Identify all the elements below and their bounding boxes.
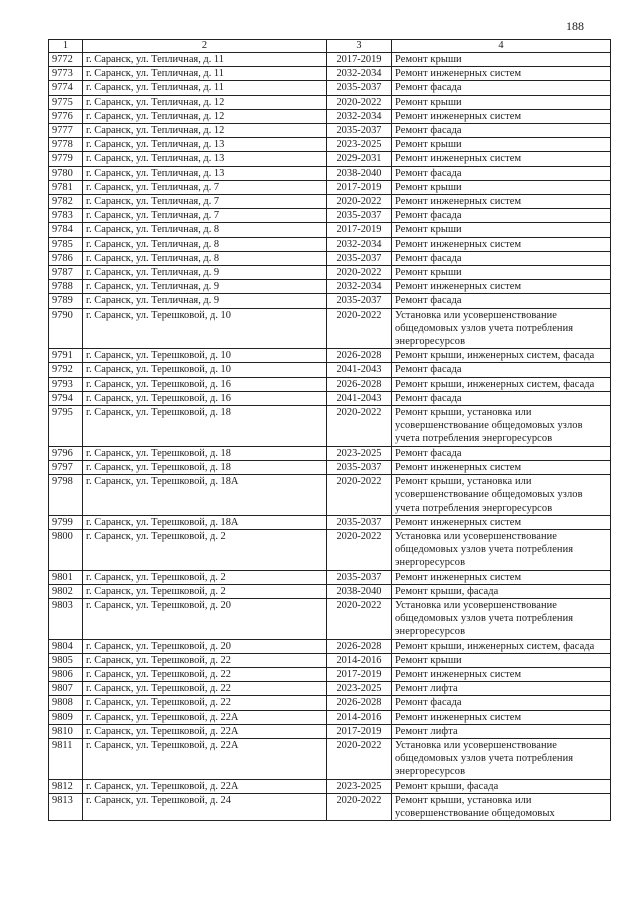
row-address: г. Саранск, ул. Тепличная, д. 13 <box>83 166 327 180</box>
table-row <box>49 515 611 529</box>
row-work-type: Ремонт крыши <box>392 223 611 237</box>
row-work-type: Ремонт крыши, установка или усовершенствование общедомовых <box>392 793 611 820</box>
row-period: 2026-2028 <box>327 349 392 363</box>
row-work-type: Ремонт крыши, инженерных систем, фасада <box>392 639 611 653</box>
table-row <box>49 223 611 237</box>
row-period: 2020-2022 <box>327 529 392 570</box>
row-period: 2017-2019 <box>327 53 392 67</box>
row-period: 2038-2040 <box>327 584 392 598</box>
row-work-type: Ремонт инженерных систем <box>392 570 611 584</box>
row-number: 9806 <box>49 667 83 681</box>
table-row <box>49 738 611 779</box>
row-period: 2014-2016 <box>327 653 392 667</box>
row-period: 2041-2043 <box>327 363 392 377</box>
table-row <box>49 724 611 738</box>
row-period: 2035-2037 <box>327 294 392 308</box>
row-address: г. Саранск, ул. Терешковой, д. 16 <box>83 391 327 405</box>
header-col-number: 1 <box>49 40 83 53</box>
row-period: 2035-2037 <box>327 209 392 223</box>
row-period: 2026-2028 <box>327 639 392 653</box>
row-address: г. Саранск, ул. Тепличная, д. 13 <box>83 152 327 166</box>
row-work-type: Ремонт лифта <box>392 724 611 738</box>
row-number: 9775 <box>49 95 83 109</box>
row-work-type: Ремонт фасада <box>392 166 611 180</box>
row-address: г. Саранск, ул. Тепличная, д. 11 <box>83 81 327 95</box>
row-number: 9803 <box>49 598 83 639</box>
row-work-type: Ремонт инженерных систем <box>392 195 611 209</box>
repair-schedule-table <box>48 39 611 821</box>
row-address: г. Саранск, ул. Тепличная, д. 8 <box>83 251 327 265</box>
row-work-type: Ремонт крыши <box>392 653 611 667</box>
row-number: 9777 <box>49 124 83 138</box>
row-period: 2026-2028 <box>327 377 392 391</box>
row-work-type: Ремонт фасада <box>392 446 611 460</box>
row-number: 9792 <box>49 363 83 377</box>
row-work-type: Ремонт крыши <box>392 53 611 67</box>
row-number: 9811 <box>49 738 83 779</box>
table-row <box>49 180 611 194</box>
row-address: г. Саранск, ул. Тепличная, д. 9 <box>83 266 327 280</box>
row-address: г. Саранск, ул. Тепличная, д. 8 <box>83 223 327 237</box>
row-work-type: Установка или усовершенствование общедомовых узлов учета потребления энергоресурсов <box>392 598 611 639</box>
row-number: 9780 <box>49 166 83 180</box>
row-work-type: Ремонт крыши <box>392 95 611 109</box>
row-period: 2023-2025 <box>327 682 392 696</box>
row-period: 2017-2019 <box>327 223 392 237</box>
row-address: г. Саранск, ул. Терешковой, д. 22А <box>83 738 327 779</box>
table-row <box>49 237 611 251</box>
table-row <box>49 377 611 391</box>
table-row <box>49 653 611 667</box>
table-header-row <box>49 40 611 53</box>
row-period: 2023-2025 <box>327 138 392 152</box>
row-period: 2020-2022 <box>327 95 392 109</box>
row-number: 9801 <box>49 570 83 584</box>
row-work-type: Ремонт крыши, установка или усовершенствование общедомовых узлов учета потребления энергоресурсов <box>392 475 611 516</box>
row-number: 9783 <box>49 209 83 223</box>
row-work-type: Ремонт фасада <box>392 81 611 95</box>
row-address: г. Саранск, ул. Тепличная, д. 7 <box>83 209 327 223</box>
row-address: г. Саранск, ул. Тепличная, д. 7 <box>83 195 327 209</box>
row-period: 2032-2034 <box>327 109 392 123</box>
table-row <box>49 95 611 109</box>
row-work-type: Ремонт инженерных систем <box>392 152 611 166</box>
row-number: 9782 <box>49 195 83 209</box>
row-work-type: Ремонт крыши, фасада <box>392 584 611 598</box>
table-row <box>49 53 611 67</box>
row-number: 9799 <box>49 515 83 529</box>
row-period: 2023-2025 <box>327 779 392 793</box>
table-row <box>49 251 611 265</box>
row-address: г. Саранск, ул. Терешковой, д. 22 <box>83 682 327 696</box>
table-row <box>49 363 611 377</box>
row-address: г. Саранск, ул. Терешковой, д. 18 <box>83 406 327 447</box>
row-address: г. Саранск, ул. Терешковой, д. 18А <box>83 475 327 516</box>
row-number: 9800 <box>49 529 83 570</box>
row-address: г. Саранск, ул. Терешковой, д. 16 <box>83 377 327 391</box>
row-work-type: Ремонт инженерных систем <box>392 667 611 681</box>
table-row <box>49 294 611 308</box>
row-period: 2020-2022 <box>327 475 392 516</box>
row-work-type: Ремонт фасада <box>392 391 611 405</box>
row-period: 2020-2022 <box>327 195 392 209</box>
table-row <box>49 667 611 681</box>
table-row <box>49 81 611 95</box>
row-period: 2041-2043 <box>327 391 392 405</box>
row-address: г. Саранск, ул. Терешковой, д. 10 <box>83 363 327 377</box>
table-row <box>49 109 611 123</box>
row-number: 9812 <box>49 779 83 793</box>
row-address: г. Саранск, ул. Терешковой, д. 18 <box>83 460 327 474</box>
row-period: 2035-2037 <box>327 124 392 138</box>
row-work-type: Ремонт инженерных систем <box>392 237 611 251</box>
row-period: 2032-2034 <box>327 280 392 294</box>
row-address: г. Саранск, ул. Тепличная, д. 12 <box>83 124 327 138</box>
row-address: г. Саранск, ул. Тепличная, д. 11 <box>83 53 327 67</box>
header-col-period: 3 <box>327 40 392 53</box>
table-row <box>49 124 611 138</box>
row-work-type: Ремонт фасада <box>392 294 611 308</box>
row-period: 2029-2031 <box>327 152 392 166</box>
table-row <box>49 152 611 166</box>
row-number: 9795 <box>49 406 83 447</box>
row-address: г. Саранск, ул. Терешковой, д. 2 <box>83 584 327 598</box>
row-period: 2020-2022 <box>327 598 392 639</box>
row-period: 2032-2034 <box>327 237 392 251</box>
table-row <box>49 710 611 724</box>
table-row <box>49 67 611 81</box>
table-row <box>49 460 611 474</box>
row-period: 2020-2022 <box>327 406 392 447</box>
row-address: г. Саранск, ул. Тепличная, д. 9 <box>83 280 327 294</box>
row-address: г. Саранск, ул. Тепличная, д. 9 <box>83 294 327 308</box>
row-number: 9789 <box>49 294 83 308</box>
row-number: 9781 <box>49 180 83 194</box>
row-number: 9788 <box>49 280 83 294</box>
row-period: 2035-2037 <box>327 515 392 529</box>
row-number: 9797 <box>49 460 83 474</box>
row-number: 9808 <box>49 696 83 710</box>
row-period: 2026-2028 <box>327 696 392 710</box>
row-number: 9807 <box>49 682 83 696</box>
page-number: 188 <box>566 19 584 33</box>
row-work-type: Ремонт фасада <box>392 209 611 223</box>
table-row <box>49 696 611 710</box>
row-number: 9804 <box>49 639 83 653</box>
table-row <box>49 391 611 405</box>
row-number: 9791 <box>49 349 83 363</box>
row-work-type: Ремонт крыши, инженерных систем, фасада <box>392 349 611 363</box>
table-row <box>49 280 611 294</box>
row-number: 9793 <box>49 377 83 391</box>
row-work-type: Установка или усовершенствование общедомовых узлов учета потребления энергоресурсов <box>392 529 611 570</box>
table-row <box>49 195 611 209</box>
table-row <box>49 138 611 152</box>
row-work-type: Ремонт крыши <box>392 180 611 194</box>
row-number: 9778 <box>49 138 83 152</box>
row-work-type: Ремонт фасада <box>392 251 611 265</box>
table-row <box>49 266 611 280</box>
table-body <box>49 53 611 821</box>
row-address: г. Саранск, ул. Терешковой, д. 22А <box>83 710 327 724</box>
row-number: 9802 <box>49 584 83 598</box>
row-number: 9773 <box>49 67 83 81</box>
table-row <box>49 570 611 584</box>
row-period: 2020-2022 <box>327 266 392 280</box>
row-address: г. Саранск, ул. Тепличная, д. 12 <box>83 109 327 123</box>
row-address: г. Саранск, ул. Терешковой, д. 22А <box>83 779 327 793</box>
row-address: г. Саранск, ул. Терешковой, д. 18А <box>83 515 327 529</box>
row-number: 9809 <box>49 710 83 724</box>
row-work-type: Ремонт инженерных систем <box>392 280 611 294</box>
table-row <box>49 349 611 363</box>
header-col-work: 4 <box>392 40 611 53</box>
row-period: 2035-2037 <box>327 251 392 265</box>
row-work-type: Ремонт фасада <box>392 363 611 377</box>
row-number: 9784 <box>49 223 83 237</box>
row-number: 9796 <box>49 446 83 460</box>
row-period: 2020-2022 <box>327 738 392 779</box>
row-number: 9772 <box>49 53 83 67</box>
row-work-type: Ремонт инженерных систем <box>392 67 611 81</box>
row-address: г. Саранск, ул. Терешковой, д. 10 <box>83 308 327 349</box>
row-address: г. Саранск, ул. Терешковой, д. 22 <box>83 696 327 710</box>
row-address: г. Саранск, ул. Терешковой, д. 2 <box>83 570 327 584</box>
table-row <box>49 584 611 598</box>
table-row <box>49 793 611 820</box>
table-row <box>49 475 611 516</box>
row-period: 2017-2019 <box>327 667 392 681</box>
row-work-type: Ремонт крыши, установка или усовершенствование общедомовых узлов учета потребления энергоресурсов <box>392 406 611 447</box>
row-period: 2038-2040 <box>327 166 392 180</box>
row-work-type: Ремонт крыши, фасада <box>392 779 611 793</box>
row-work-type: Ремонт инженерных систем <box>392 710 611 724</box>
row-period: 2035-2037 <box>327 81 392 95</box>
row-number: 9798 <box>49 475 83 516</box>
row-period: 2014-2016 <box>327 710 392 724</box>
row-period: 2017-2019 <box>327 724 392 738</box>
table-row <box>49 166 611 180</box>
row-number: 9794 <box>49 391 83 405</box>
row-work-type: Ремонт крыши, инженерных систем, фасада <box>392 377 611 391</box>
row-number: 9790 <box>49 308 83 349</box>
row-period: 2023-2025 <box>327 446 392 460</box>
row-address: г. Саранск, ул. Терешковой, д. 22А <box>83 724 327 738</box>
header-col-address: 2 <box>83 40 327 53</box>
row-work-type: Ремонт фасада <box>392 696 611 710</box>
table-row <box>49 779 611 793</box>
table-row <box>49 529 611 570</box>
row-address: г. Саранск, ул. Тепличная, д. 12 <box>83 95 327 109</box>
row-address: г. Саранск, ул. Тепличная, д. 11 <box>83 67 327 81</box>
row-work-type: Установка или усовершенствование общедомовых узлов учета потребления энергоресурсов <box>392 738 611 779</box>
row-number: 9785 <box>49 237 83 251</box>
row-number: 9810 <box>49 724 83 738</box>
row-number: 9779 <box>49 152 83 166</box>
row-work-type: Ремонт инженерных систем <box>392 515 611 529</box>
row-period: 2035-2037 <box>327 460 392 474</box>
row-address: г. Саранск, ул. Терешковой, д. 18 <box>83 446 327 460</box>
table-row <box>49 446 611 460</box>
row-address: г. Саранск, ул. Тепличная, д. 13 <box>83 138 327 152</box>
row-work-type: Ремонт крыши <box>392 138 611 152</box>
row-number: 9813 <box>49 793 83 820</box>
row-address: г. Саранск, ул. Терешковой, д. 20 <box>83 598 327 639</box>
row-address: г. Саранск, ул. Терешковой, д. 22 <box>83 667 327 681</box>
row-address: г. Саранск, ул. Терешковой, д. 20 <box>83 639 327 653</box>
row-number: 9787 <box>49 266 83 280</box>
table-row <box>49 682 611 696</box>
row-work-type: Ремонт инженерных систем <box>392 460 611 474</box>
row-period: 2017-2019 <box>327 180 392 194</box>
row-period: 2020-2022 <box>327 793 392 820</box>
row-address: г. Саранск, ул. Терешковой, д. 10 <box>83 349 327 363</box>
row-work-type: Ремонт фасада <box>392 124 611 138</box>
table-row <box>49 598 611 639</box>
row-work-type: Ремонт лифта <box>392 682 611 696</box>
row-work-type: Установка или усовершенствование общедомовых узлов учета потребления энергоресурсов <box>392 308 611 349</box>
table-row <box>49 406 611 447</box>
row-period: 2035-2037 <box>327 570 392 584</box>
table-row <box>49 308 611 349</box>
row-address: г. Саранск, ул. Тепличная, д. 8 <box>83 237 327 251</box>
table-row <box>49 639 611 653</box>
row-number: 9786 <box>49 251 83 265</box>
row-number: 9805 <box>49 653 83 667</box>
row-period: 2020-2022 <box>327 308 392 349</box>
row-address: г. Саранск, ул. Терешковой, д. 24 <box>83 793 327 820</box>
row-address: г. Саранск, ул. Тепличная, д. 7 <box>83 180 327 194</box>
row-address: г. Саранск, ул. Терешковой, д. 22 <box>83 653 327 667</box>
row-address: г. Саранск, ул. Терешковой, д. 2 <box>83 529 327 570</box>
row-number: 9774 <box>49 81 83 95</box>
row-work-type: Ремонт крыши <box>392 266 611 280</box>
row-number: 9776 <box>49 109 83 123</box>
row-period: 2032-2034 <box>327 67 392 81</box>
row-work-type: Ремонт инженерных систем <box>392 109 611 123</box>
table-row <box>49 209 611 223</box>
